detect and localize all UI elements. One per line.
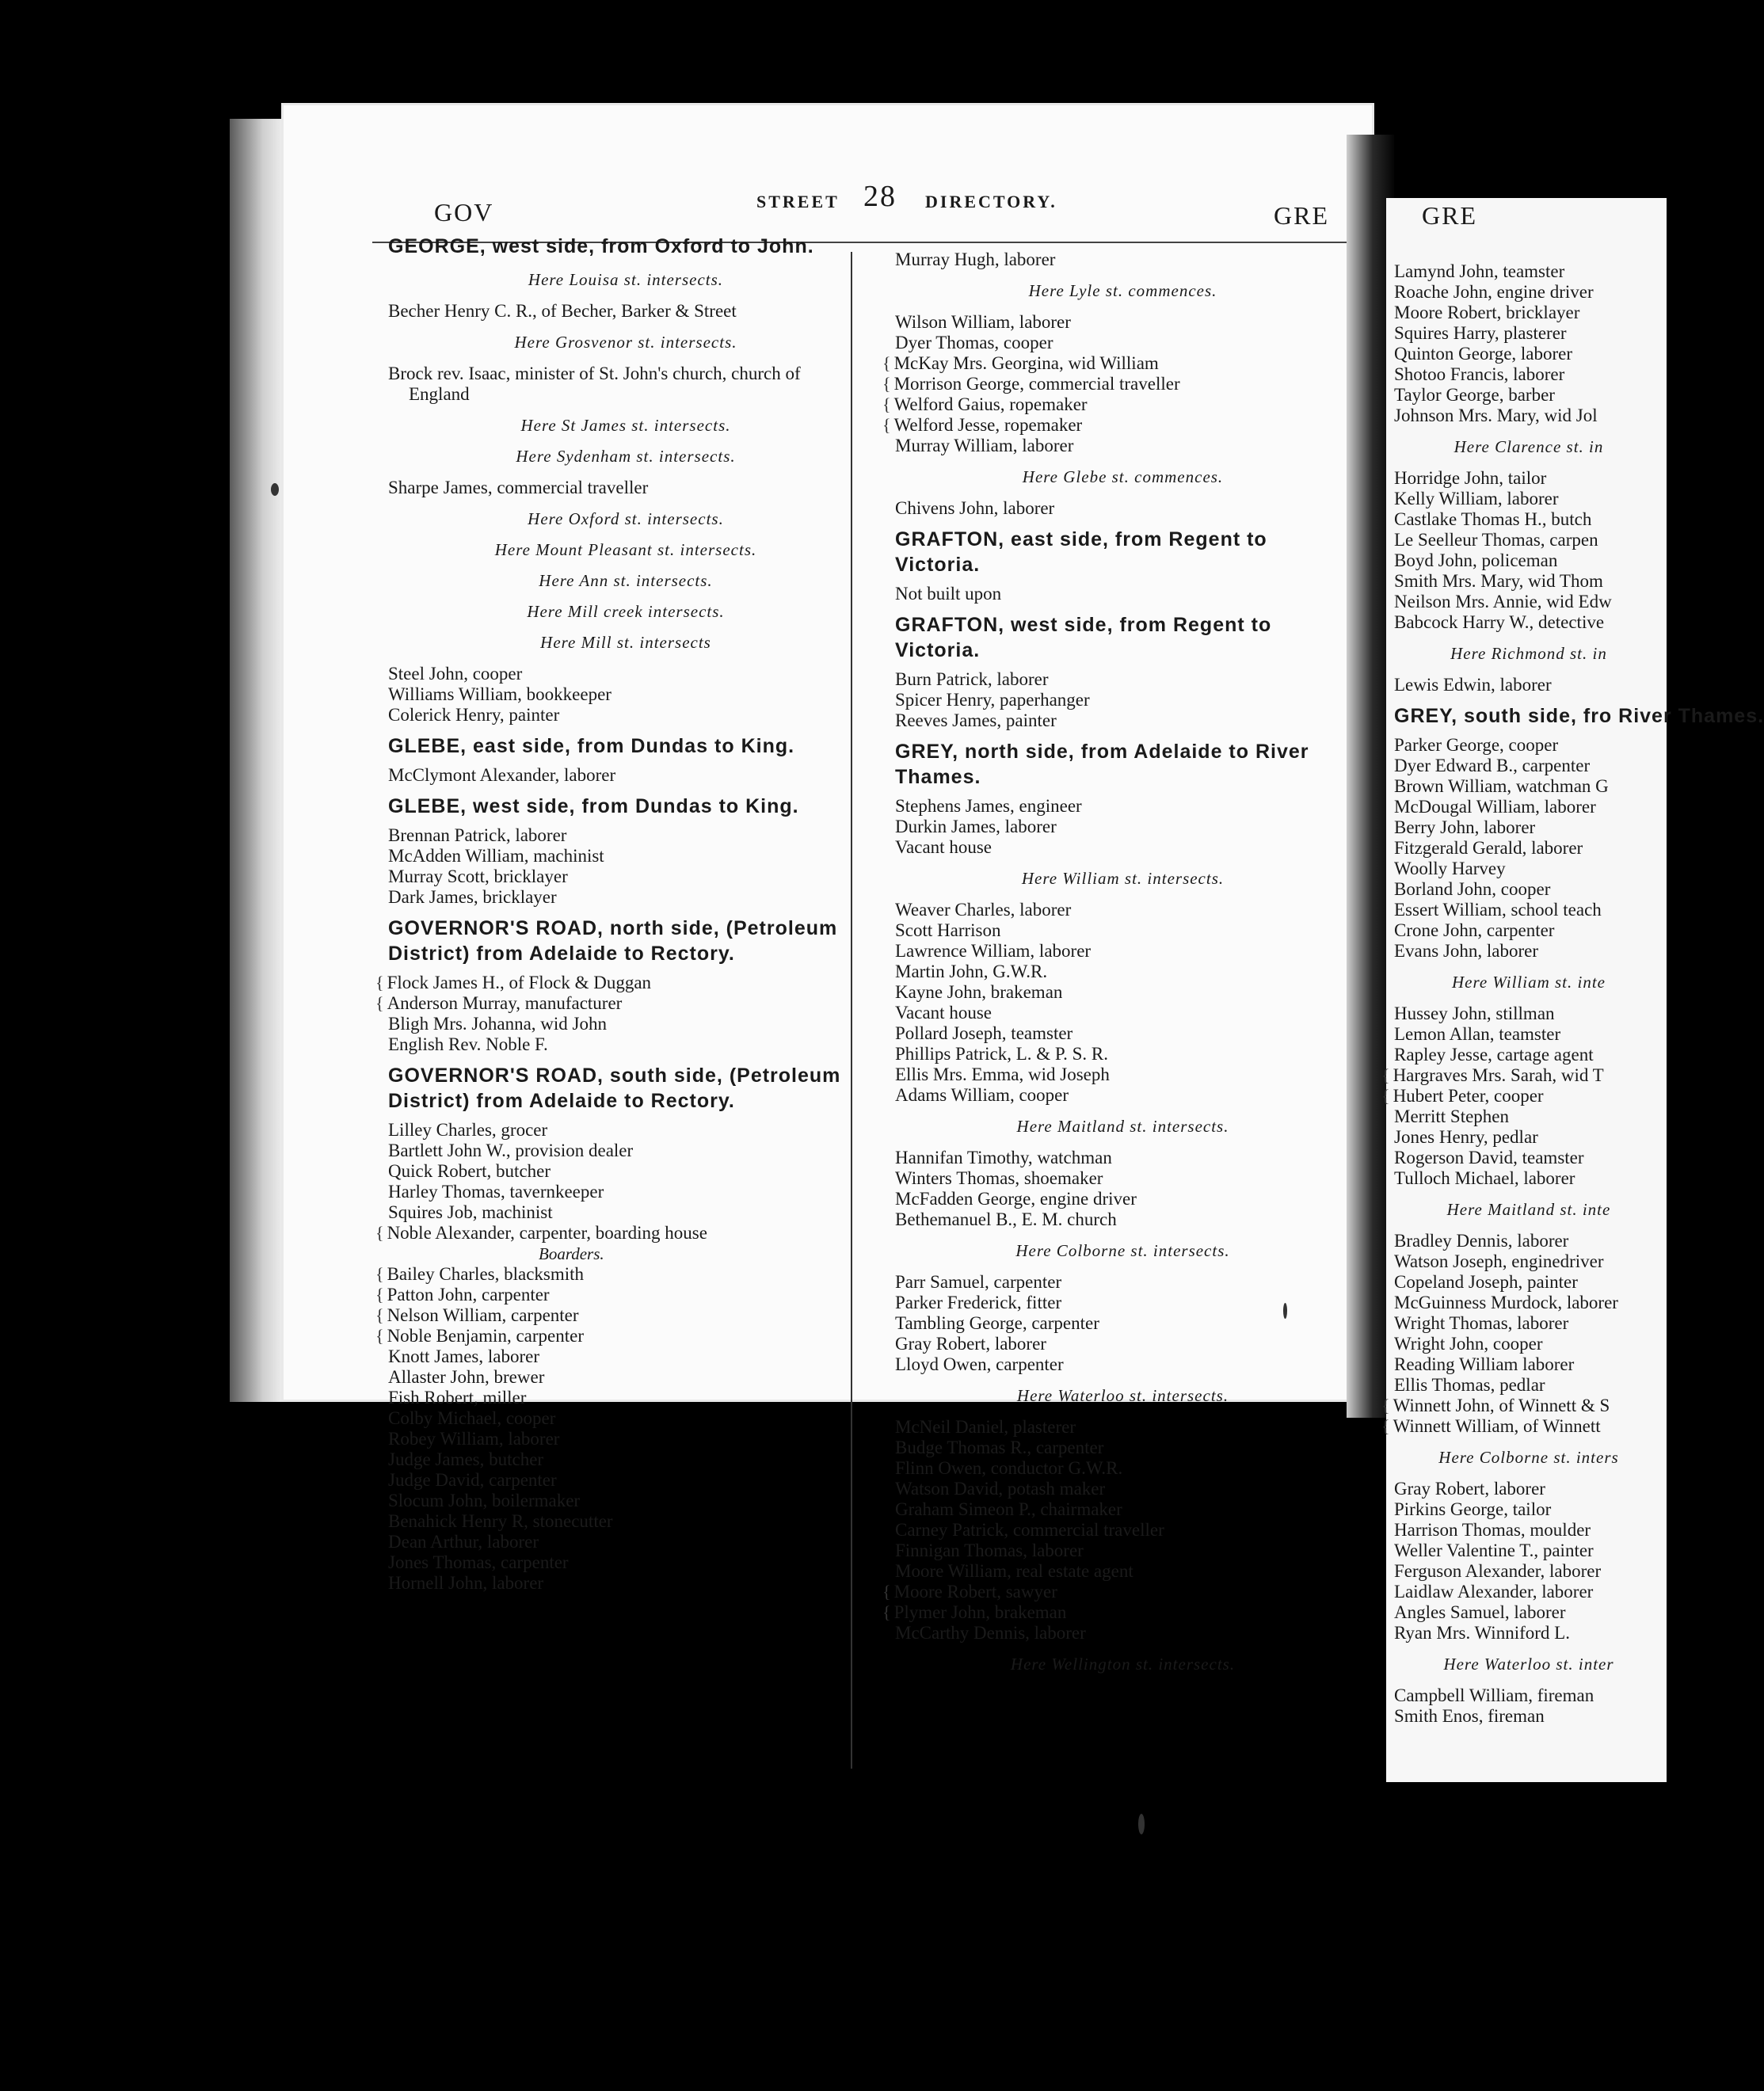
directory-entry: Campbell William, fireman — [1394, 1685, 1594, 1705]
intersection-note: Here William st. inte — [1451, 973, 1606, 992]
directory-entry: Jones Thomas, carpenter — [388, 1552, 569, 1572]
directory-entry: Fish Robert, miller — [388, 1388, 527, 1407]
directory-entry: Pollard Joseph, teamster — [895, 1023, 1073, 1043]
directory-entry: Merritt Stephen — [1394, 1106, 1509, 1126]
directory-entry: Chivens John, laborer — [895, 498, 1055, 518]
directory-entry: Dean Arthur, laborer — [388, 1532, 539, 1552]
directory-entry: Ryan Mrs. Winniford L. — [1394, 1623, 1570, 1643]
directory-entry: McCarthy Dennis, laborer — [895, 1623, 1086, 1643]
column-middle — [882, 249, 1351, 1685]
directory-entry: Hannifan Timothy, watchman — [895, 1148, 1112, 1167]
directory-entry — [882, 353, 1351, 374]
street-heading: GREY, north side, from Adelaide to River Thames. — [895, 741, 1309, 788]
brace-mark: { — [882, 374, 891, 394]
directory-entry: Dyer Thomas, cooper — [895, 333, 1053, 352]
directory-entry — [375, 973, 863, 993]
street-heading: GREY, south side, fro River Thames. — [1394, 705, 1764, 727]
directory-entry: Bethemanuel B., E. M. church — [895, 1209, 1117, 1229]
directory-entry: Harley Thomas, tavernkeeper — [388, 1182, 604, 1202]
directory-entry: Evans John, laborer — [1394, 941, 1539, 961]
intersection-note: Here Maitland st. inte — [1446, 1200, 1611, 1219]
entry-text: Hubert Peter, cooper — [1393, 1086, 1544, 1106]
directory-entry: Ellis Thomas, pedlar — [1394, 1375, 1545, 1395]
directory-entry: English Rev. Noble F. — [388, 1034, 548, 1054]
next-page-running-head: GRE — [1422, 201, 1477, 230]
directory-entry: Benahick Henry R, stonecutter — [388, 1511, 613, 1531]
brace-mark: { — [375, 1305, 384, 1325]
directory-entry — [1381, 1396, 1663, 1416]
entry-text: Morrison George, commercial traveller — [893, 374, 1180, 394]
brace-mark: { — [375, 973, 384, 992]
directory-entry: Smith Mrs. Mary, wid Thom — [1394, 571, 1603, 591]
intersection-note: Here Richmond st. in — [1450, 644, 1607, 663]
directory-entry: Squires Harry, plasterer — [1394, 323, 1567, 343]
directory-entry: Allaster John, brewer — [388, 1367, 545, 1387]
directory-entry: Le Seelleur Thomas, carpen — [1394, 530, 1598, 550]
street-heading: GOVERNOR'S ROAD, south side, (Petroleum District) from Adelaide to Rectory. — [388, 1065, 841, 1112]
entry-text: Winnett William, of Winnett — [1393, 1416, 1601, 1436]
directory-entry: Finnigan Thomas, laborer — [895, 1541, 1084, 1560]
directory-entry: Hornell John, laborer — [388, 1573, 544, 1593]
directory-entry: McDougal William, laborer — [1394, 797, 1596, 817]
directory-entry: Robey William, laborer — [388, 1429, 560, 1449]
intersection-note: Here Ann st. intersects. — [539, 571, 713, 590]
brace-mark: { — [882, 1582, 891, 1602]
intersection-note: Here Mill st. intersects — [540, 633, 711, 652]
entry-text: Bailey Charles, blacksmith — [387, 1264, 585, 1284]
street-heading: GOVERNOR'S ROAD, north side, (Petroleum District) from Adelaide to Rectory. — [388, 917, 838, 965]
directory-entry: Burn Patrick, laborer — [895, 669, 1049, 689]
directory-entry: Bligh Mrs. Johanna, wid John — [388, 1014, 607, 1034]
directory-entry: Copeland Joseph, painter — [1394, 1272, 1578, 1292]
directory-entry: Graham Simeon P., chairmaker — [895, 1499, 1122, 1519]
running-head-right: GRE — [1274, 201, 1329, 230]
directory-entry: Reeves James, painter — [895, 710, 1057, 730]
street-heading: GLEBE, east side, from Dundas to King. — [388, 735, 795, 757]
entry-text: Noble Benjamin, carpenter — [387, 1326, 584, 1346]
directory-entry — [375, 1326, 863, 1346]
directory-entry: Quinton George, laborer — [1394, 344, 1573, 364]
entry-text: Moore Robert, sawyer — [893, 1582, 1057, 1602]
directory-entry: Borland John, cooper — [1394, 879, 1551, 899]
directory-entry: Dark James, bricklayer — [388, 887, 557, 907]
directory-entry: Flinn Owen, conductor G.W.R. — [895, 1458, 1123, 1478]
directory-entry: Murray Scott, bricklayer — [388, 866, 568, 886]
directory-entry: Brock rev. Isaac, minister of St. John's church, church of England — [388, 364, 801, 404]
street-heading: GLEBE, west side, from Dundas to King. — [388, 795, 799, 817]
directory-entry: Tambling George, carpenter — [895, 1313, 1099, 1333]
directory-entry: Hussey John, stillman — [1394, 1004, 1555, 1023]
directory-entry: Weaver Charles, laborer — [895, 900, 1072, 920]
directory-entry — [1381, 1065, 1663, 1086]
intersection-note: Here Waterloo st. inter — [1443, 1655, 1614, 1674]
directory-entry — [375, 1285, 863, 1305]
page-number: 28 — [863, 180, 897, 213]
intersection-note: Here Wellington st. intersects. — [1010, 1655, 1236, 1674]
directory-entry: Boyd John, policeman — [1394, 550, 1558, 570]
directory-entry: Vacant house — [895, 1003, 992, 1023]
directory-entry: McNeil Daniel, plasterer — [895, 1417, 1076, 1437]
directory-entry: Brown William, watchman G — [1394, 776, 1609, 796]
directory-entry: Steel John, cooper — [388, 664, 523, 684]
column-right-facing — [1381, 261, 1764, 1727]
brace-mark: { — [375, 1223, 384, 1243]
directory-entry: Fitzgerald Gerald, laborer — [1394, 838, 1583, 858]
directory-entry: Becher Henry C. R., of Becher, Barker & Street — [388, 301, 737, 321]
directory-entry: Quick Robert, butcher — [388, 1161, 551, 1181]
directory-entry: Roache John, engine driver — [1394, 282, 1594, 302]
intersection-note: Here Grosvenor st. intersects. — [514, 333, 737, 352]
directory-entry: Horridge John, tailor — [1394, 468, 1547, 488]
directory-entry — [882, 1582, 1351, 1602]
entry-text: Welford Jesse, ropemaker — [893, 415, 1083, 435]
entry-text: Welford Gaius, ropemaker — [893, 394, 1088, 414]
brace-mark: { — [882, 1602, 891, 1622]
directory-entry: Pirkins George, tailor — [1394, 1499, 1552, 1519]
entry-text: McKay Mrs. Georgina, wid William — [893, 353, 1159, 373]
brace-mark: { — [882, 415, 891, 435]
intersection-note: Here St James st. intersects. — [520, 416, 731, 435]
entry-text: Noble Alexander, carpenter, boarding house — [387, 1223, 707, 1243]
directory-entry: Martin John, G.W.R. — [895, 962, 1048, 981]
brace-mark: { — [1381, 1396, 1390, 1415]
directory-entry: McAdden William, machinist — [388, 846, 604, 866]
directory-entry: Lamynd John, teamster — [1394, 261, 1565, 281]
intersection-note: Here Louisa st. intersects. — [528, 270, 724, 289]
brace-mark: { — [1381, 1065, 1390, 1085]
directory-entry: Babcock Harry W., detective — [1394, 612, 1605, 632]
directory-entry: Watson David, potash maker — [895, 1479, 1106, 1499]
intersection-note: Here Glebe st. commences. — [1022, 467, 1224, 486]
directory-entry: Lawrence William, laborer — [895, 941, 1092, 961]
brace-mark: { — [375, 1264, 384, 1284]
page-edge-shadow — [230, 119, 285, 1402]
directory-entry: Knott James, laborer — [388, 1346, 539, 1366]
directory-entry: McClymont Alexander, laborer — [388, 765, 616, 785]
directory-entry: Wright John, cooper — [1394, 1334, 1543, 1354]
directory-entry: Brennan Patrick, laborer — [388, 825, 567, 845]
directory-entry: Laidlaw Alexander, laborer — [1394, 1582, 1594, 1602]
directory-entry: Sharpe James, commercial traveller — [388, 478, 649, 497]
directory-entry: Lilley Charles, grocer — [388, 1120, 548, 1140]
directory-entry: Adams William, cooper — [895, 1085, 1069, 1105]
directory-entry: Wright Thomas, laborer — [1394, 1313, 1569, 1333]
directory-entry: Ellis Mrs. Emma, wid Joseph — [895, 1065, 1110, 1084]
boarders-label: Boarders. — [539, 1244, 604, 1263]
directory-entry: Judge James, butcher — [388, 1449, 544, 1469]
directory-entry: Watson Joseph, enginedriver — [1394, 1251, 1604, 1271]
brace-mark: { — [1381, 1086, 1390, 1106]
running-head-directory: DIRECTORY. — [925, 192, 1057, 211]
entry-text: Nelson William, carpenter — [387, 1305, 579, 1325]
directory-entry: Johnson Mrs. Mary, wid Jol — [1394, 406, 1598, 425]
directory-entry: Shotoo Francis, laborer — [1394, 364, 1565, 384]
directory-entry — [1381, 1086, 1663, 1106]
entry-text: Hargraves Mrs. Sarah, wid T — [1393, 1065, 1604, 1085]
directory-entry — [375, 993, 863, 1014]
directory-entry: Williams William, bookkeeper — [388, 684, 611, 704]
directory-entry: Kelly William, laborer — [1394, 489, 1559, 508]
directory-entry: Parr Samuel, carpenter — [895, 1272, 1062, 1292]
column-left — [375, 226, 863, 1594]
directory-entry: Colerick Henry, painter — [388, 705, 560, 725]
directory-entry: Rogerson David, teamster — [1394, 1148, 1584, 1167]
intersection-note: Here Mount Pleasant st. intersects. — [494, 540, 757, 559]
directory-entry — [375, 1223, 863, 1244]
directory-entry: Lloyd Owen, carpenter — [895, 1354, 1064, 1374]
directory-entry: Squires Job, machinist — [388, 1202, 553, 1222]
directory-entry: Smith Enos, fireman — [1394, 1706, 1545, 1726]
ink-mark — [1138, 1814, 1145, 1834]
directory-entry: Ferguson Alexander, laborer — [1394, 1561, 1602, 1581]
brace-mark: { — [375, 1285, 384, 1304]
directory-entry: Bartlett John W., provision dealer — [388, 1141, 634, 1160]
directory-entry: Gray Robert, laborer — [895, 1334, 1046, 1354]
directory-entry: Essert William, school teach — [1394, 900, 1602, 920]
street-heading: GRAFTON, west side, from Regent to Victoria. — [895, 614, 1272, 661]
directory-entry — [375, 1264, 863, 1285]
ink-mark — [1283, 1303, 1287, 1319]
directory-entry — [882, 374, 1351, 394]
entry-text: Winnett John, of Winnett & S — [1393, 1396, 1610, 1415]
directory-entry: Moore Robert, bricklayer — [1394, 303, 1580, 322]
directory-entry: Spicer Henry, paperhanger — [895, 690, 1090, 710]
brace-mark: { — [375, 1326, 384, 1346]
directory-entry: Kayne John, brakeman — [895, 982, 1063, 1002]
intersection-note: Here Oxford st. intersects. — [528, 509, 724, 528]
directory-entry: Parker Frederick, fitter — [895, 1293, 1062, 1312]
directory-entry: Wilson William, laborer — [895, 312, 1071, 332]
intersection-note: Here Clarence st. in — [1453, 437, 1604, 456]
intersection-note: Here Mill creek intersects. — [527, 602, 725, 621]
directory-entry: Woolly Harvey — [1394, 859, 1506, 878]
brace-mark: { — [882, 353, 891, 373]
street-heading: GEORGE, west side, from Oxford to John. — [388, 235, 814, 257]
ink-mark — [271, 483, 279, 496]
street-heading: GRAFTON, east side, from Regent to Victoria. — [895, 528, 1267, 576]
directory-entry: Phillips Patrick, L. & P. S. R. — [895, 1044, 1109, 1064]
directory-entry: Crone John, carpenter — [1394, 920, 1555, 940]
directory-entry: Budge Thomas R., carpenter — [895, 1438, 1104, 1457]
intersection-note: Here Sydenham st. intersects. — [516, 447, 736, 466]
directory-entry — [1381, 1416, 1663, 1437]
directory-entry: Neilson Mrs. Annie, wid Edw — [1394, 592, 1612, 611]
directory-entry: McFadden George, engine driver — [895, 1189, 1137, 1209]
directory-entry: Gray Robert, laborer — [1394, 1479, 1545, 1499]
directory-entry — [882, 1602, 1351, 1623]
intersection-note: Here Waterloo st. intersects. — [1016, 1386, 1229, 1405]
directory-entry: Bradley Dennis, laborer — [1394, 1231, 1569, 1251]
directory-entry: Dyer Edward B., carpenter — [1394, 756, 1591, 775]
directory-entry: Taylor George, barber — [1394, 385, 1555, 405]
intersection-note: Here William st. intersects. — [1021, 869, 1225, 888]
directory-entry: Winters Thomas, shoemaker — [895, 1168, 1103, 1188]
directory-entry: Lewis Edwin, laborer — [1394, 675, 1552, 695]
entry-text: Patton John, carpenter — [387, 1285, 550, 1304]
entry-text: Plymer John, brakeman — [893, 1602, 1067, 1622]
directory-entry: Reading William laborer — [1394, 1354, 1575, 1374]
directory-entry: Weller Valentine T., painter — [1394, 1541, 1594, 1560]
directory-entry: Murray William, laborer — [895, 436, 1074, 455]
directory-entry: Stephens James, engineer — [895, 796, 1082, 816]
directory-entry: Harrison Thomas, moulder — [1394, 1520, 1591, 1540]
directory-entry: Scott Harrison — [895, 920, 1001, 940]
brace-mark: { — [375, 993, 384, 1013]
directory-entry: Parker George, cooper — [1394, 735, 1559, 755]
directory-entry: Angles Samuel, laborer — [1394, 1602, 1566, 1622]
directory-entry: Tulloch Michael, laborer — [1394, 1168, 1575, 1188]
entry-text: Anderson Murray, manufacturer — [387, 993, 623, 1013]
entry-text: Flock James H., of Flock & Duggan — [387, 973, 652, 992]
directory-entry — [882, 394, 1351, 415]
intersection-note: Here Colborne st. inters — [1438, 1448, 1619, 1467]
directory-entry: Lemon Allan, teamster — [1394, 1024, 1561, 1044]
directory-entry: Not built upon — [895, 584, 1002, 604]
brace-mark: { — [882, 394, 891, 414]
directory-entry: Jones Henry, pedlar — [1394, 1127, 1538, 1147]
directory-entry: Slocum John, boilermaker — [388, 1491, 581, 1510]
directory-entry: Durkin James, laborer — [895, 817, 1057, 836]
intersection-note: Here Lyle st. commences. — [1028, 281, 1217, 300]
directory-entry: Moore William, real estate agent — [895, 1561, 1133, 1581]
running-head-street: STREET — [756, 192, 840, 211]
directory-entry: Castlake Thomas H., butch — [1394, 509, 1592, 529]
directory-entry: Judge David, carpenter — [388, 1470, 557, 1490]
directory-entry: Carney Patrick, commercial traveller — [895, 1520, 1164, 1540]
directory-entry: Berry John, laborer — [1394, 817, 1536, 837]
running-head-left: GOV — [434, 198, 494, 227]
directory-entry: Murray Hugh, laborer — [895, 249, 1056, 269]
intersection-note: Here Colborne st. intersects. — [1015, 1241, 1230, 1260]
brace-mark: { — [1381, 1416, 1390, 1436]
directory-entry: Rapley Jesse, cartage agent — [1394, 1045, 1594, 1065]
directory-entry: McGuinness Murdock, laborer — [1394, 1293, 1618, 1312]
directory-entry: Vacant house — [895, 837, 992, 857]
directory-entry — [882, 415, 1351, 436]
intersection-note: Here Maitland st. intersects. — [1016, 1117, 1229, 1136]
directory-entry — [375, 1305, 863, 1326]
directory-entry: Colby Michael, cooper — [388, 1408, 556, 1428]
